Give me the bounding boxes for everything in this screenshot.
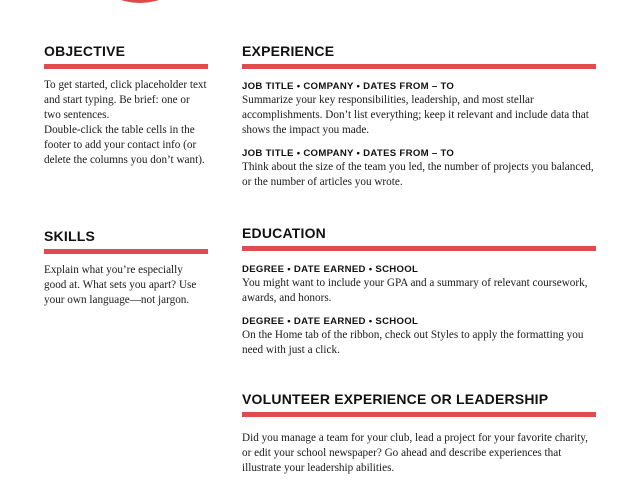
education-section xyxy=(242,224,596,358)
education-entry-title[interactable]: DEGREE • DATE EARNED • SCHOOL xyxy=(242,316,419,327)
objective-text[interactable]: To get started, click placeholder text and start typing. Be brief: one or two sentences. xyxy=(44,79,207,121)
education-entry xyxy=(242,263,596,306)
objective-divider xyxy=(44,64,208,69)
experience-entry xyxy=(242,80,596,138)
volunteer-divider xyxy=(242,412,596,417)
experience-entry-text[interactable]: Think about the size of the team you led, the number of projects you balanced, or the number of articles you wrote. xyxy=(242,161,594,188)
skills-section xyxy=(44,227,208,308)
objective-section xyxy=(44,42,208,168)
volunteer-heading[interactable]: VOLUNTEER EXPERIENCE OR LEADERSHIP xyxy=(242,391,549,407)
education-entry-title[interactable]: DEGREE • DATE EARNED • SCHOOL xyxy=(242,264,419,275)
education-divider xyxy=(242,246,596,251)
objective-heading[interactable]: OBJECTIVE xyxy=(44,43,126,59)
education-entry-text[interactable]: You might want to include your GPA and a summary of relevant coursework, awards, and honors. xyxy=(242,277,588,304)
volunteer-text[interactable]: Did you manage a team for your club, lead a project for your favorite charity, or edit your school newspaper? Go ahead and describe experiences that illustrate your leadership abilities. xyxy=(242,432,588,474)
experience-entry-text[interactable]: Summarize your key responsibilities, leadership, and most stellar accomplishments. Don’t list everything; keep it relevant and include data that shows the impact you made. xyxy=(242,94,589,136)
header-circle-decoration xyxy=(72,0,208,3)
skills-heading[interactable]: SKILLS xyxy=(44,228,95,244)
experience-entry-title[interactable]: JOB TITLE • COMPANY • DATES FROM – TO xyxy=(242,81,455,92)
objective-text-2[interactable]: Double-click the table cells in the footer to add your contact info (or delete the columns you don’t want). xyxy=(44,124,205,166)
experience-entry-title[interactable]: JOB TITLE • COMPANY • DATES FROM – TO xyxy=(242,148,455,159)
experience-heading[interactable]: EXPERIENCE xyxy=(242,43,335,59)
education-heading[interactable]: EDUCATION xyxy=(242,225,326,241)
education-entry xyxy=(242,315,596,358)
experience-divider xyxy=(242,64,596,69)
skills-text[interactable]: Explain what you’re especially good at. What sets you apart? Use your own language—not jargon. xyxy=(44,264,197,306)
experience-entry xyxy=(242,147,596,190)
volunteer-section xyxy=(242,390,596,476)
education-entry-text[interactable]: On the Home tab of the ribbon, check out Styles to apply the formatting you need with just a click. xyxy=(242,329,584,356)
skills-divider xyxy=(44,249,208,254)
experience-section xyxy=(242,42,596,190)
